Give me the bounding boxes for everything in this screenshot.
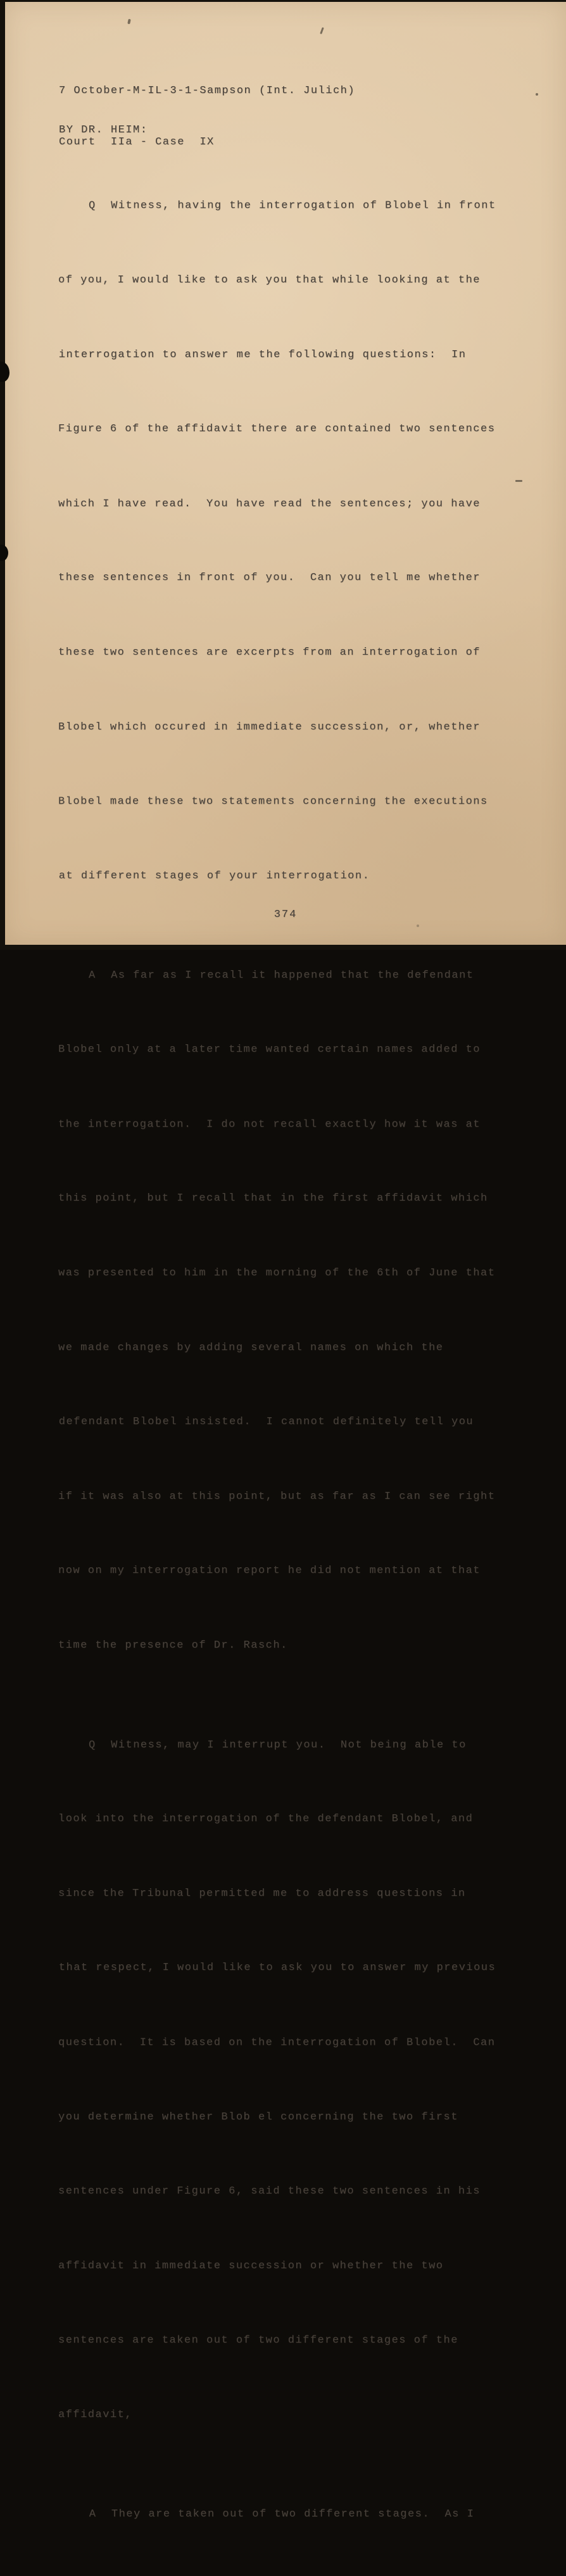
ink-speck: [320, 27, 324, 34]
transcript-line: A As far as I recall it happened that the defendant: [89, 969, 474, 982]
transcript-line: question. It is based on the interrogation of Blobel. Can: [58, 2036, 496, 2049]
transcript-line: since the Tribunal permitted me to address questions in: [58, 1887, 466, 1900]
transcript-line: affidavit in immediate succession or whether the two: [58, 2259, 444, 2272]
transcript-line: Blobel made these two statements concerning the executions: [58, 795, 488, 808]
transcript-line: Figure 6 of the affidavit there are contained two sentences: [58, 423, 496, 436]
examiner-byline: BY DR. HEIM:: [59, 124, 148, 136]
transcript-line: these sentences in front of you. Can you tell me whether: [58, 572, 481, 584]
transcript-line: you determine whether Blob el concerning the two first: [58, 2111, 458, 2123]
transcript-line: interrogation to answer me the following questions: In: [58, 348, 467, 361]
header-case-line: 7 October-M-IL-3-1-Sampson (Int. Julich): [59, 85, 356, 97]
transcript-line: affidavit,: [58, 2409, 133, 2421]
transcript-line: Blobel which occured in immediate succession, or, whether: [58, 721, 481, 733]
paper-sheet: [5, 2, 566, 2520]
ink-speck: [417, 925, 419, 927]
transcript-line: Q Witness, may I interrupt you. Not being able to: [89, 1739, 467, 1752]
transcript-line: these two sentences are excerpts from an interrogation of: [58, 646, 481, 659]
transcript-line: Blobel only at a later time wanted certain names added to: [58, 1044, 481, 1056]
transcript-line: look into the interrogation of the defendant Blobel, and: [58, 1813, 474, 1826]
transcript-line: if it was also at this point, but as far as I can see right: [58, 1490, 496, 1503]
transcript-line: sentences under Figure 6, said these two sentences in his: [58, 2185, 481, 2198]
transcript-line: time the presence of Dr. Rasch.: [58, 1639, 288, 1651]
transcript-body: [58, 144, 496, 2576]
transcript-line: that respect, I would like to ask you to answer my previous: [58, 1962, 496, 1974]
transcript-line: the interrogation. I do not recall exactly how it was at: [58, 1118, 481, 1131]
transcript-line: which I have read. You have read the sentences; you have: [58, 498, 481, 510]
transcript-line: at different stages of your interrogation.: [58, 869, 370, 882]
transcript-line: Q Witness, having the interrogation of Blobel in front: [89, 200, 496, 213]
header-court-line: Court IIa - Case IX: [59, 136, 215, 148]
transcript-line: this point, but I recall that in the first affidavit which: [58, 1192, 488, 1205]
ink-speck: [536, 93, 538, 96]
transcript-line: defendant Blobel insisted. I cannot definitely tell you: [58, 1416, 474, 1429]
transcript-line: we made changes by adding several names on which the: [58, 1341, 444, 1354]
transcript-line: of you, I would like to ask you that while looking at the: [58, 274, 481, 286]
transcript-line: now on my interrogation report he did not mention at that: [58, 1565, 481, 1577]
transcript-line: sentences are taken out of two different stages of the: [58, 2335, 458, 2347]
ink-speck: [515, 480, 522, 482]
transcript-line: was presented to him in the morning of the 6th of June that: [58, 1266, 496, 1279]
transcript-line: A They are taken out of two different stages. As I: [89, 2508, 475, 2520]
page-number: 374: [274, 909, 298, 921]
ink-speck: [127, 19, 131, 25]
